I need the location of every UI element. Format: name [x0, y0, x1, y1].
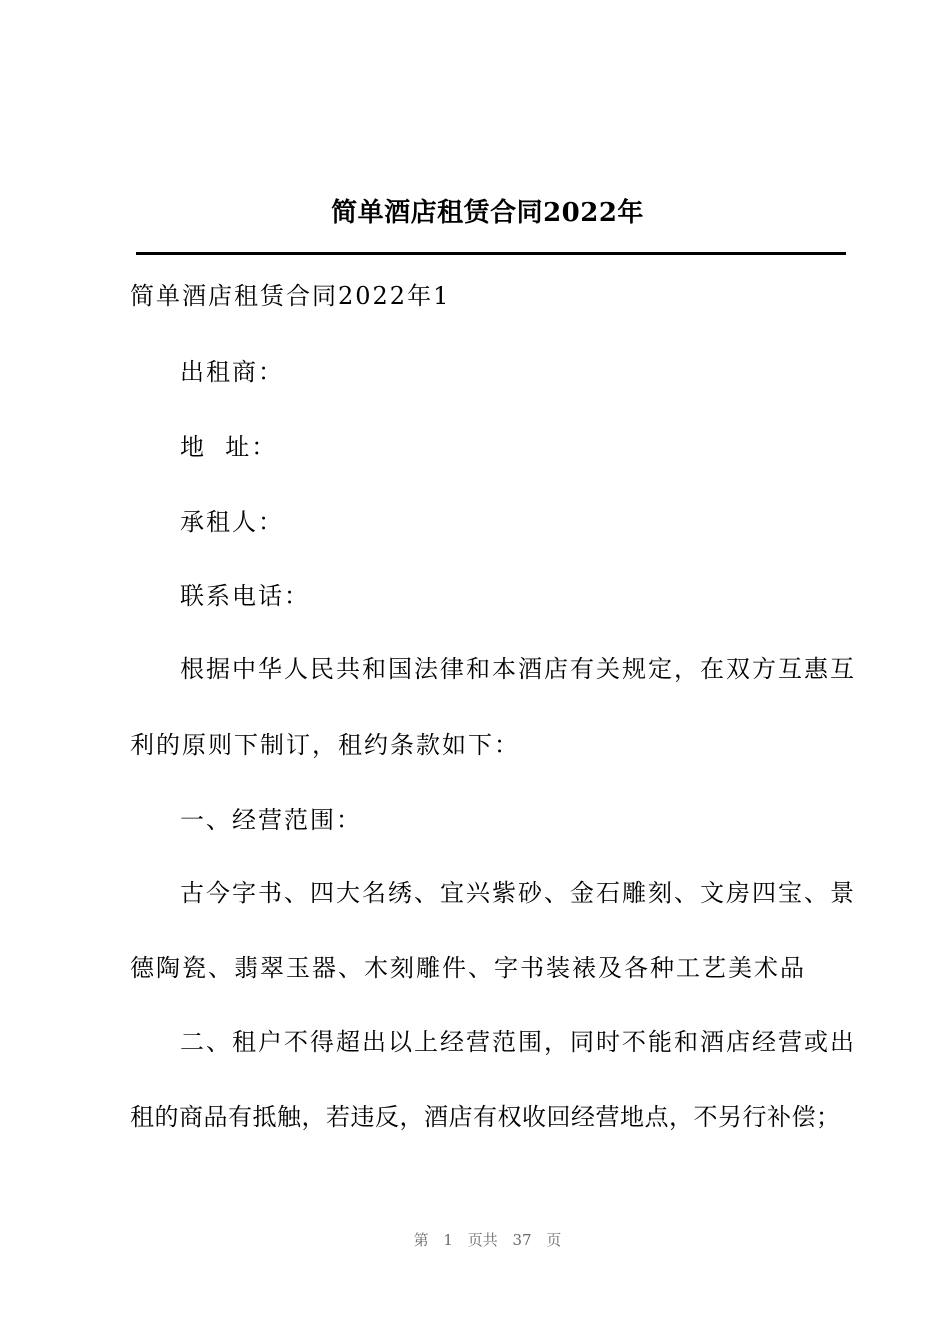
- address-label: 地 址：: [180, 433, 278, 461]
- heading-line: 简单酒店租赁合同2022年1: [130, 282, 451, 310]
- document-title: 简单酒店租赁合同2022年: [331, 198, 644, 228]
- page-footer: 第 1 页共 37 页: [413, 1231, 562, 1249]
- paragraph-line: 租的商品有抵触，若违反，酒店有权收回经营地点，不另行补偿；: [130, 1103, 841, 1131]
- paragraph-line: 德陶瓷、翡翠玉器、木刻雕件、字书装裱及各种工艺美术品: [130, 954, 806, 982]
- paragraph-line: 根据中华人民共和国法律和本酒店有关规定，在双方互惠互: [180, 655, 856, 683]
- title-divider: [136, 252, 846, 255]
- paragraph-line: 古今字书、四大名绣、宜兴紫砂、金石雕刻、文房四宝、景: [180, 879, 856, 907]
- paragraph-line: 利的原则下制订，租约条款如下：: [130, 731, 520, 759]
- lessor-label: 出租商：: [180, 358, 284, 386]
- section-heading: 一、经营范围：: [180, 806, 362, 834]
- paragraph-line: 二、租户不得超出以上经营范围，同时不能和酒店经营或出: [180, 1028, 856, 1056]
- phone-label: 联系电话：: [180, 582, 310, 610]
- lessee-label: 承租人：: [180, 508, 284, 536]
